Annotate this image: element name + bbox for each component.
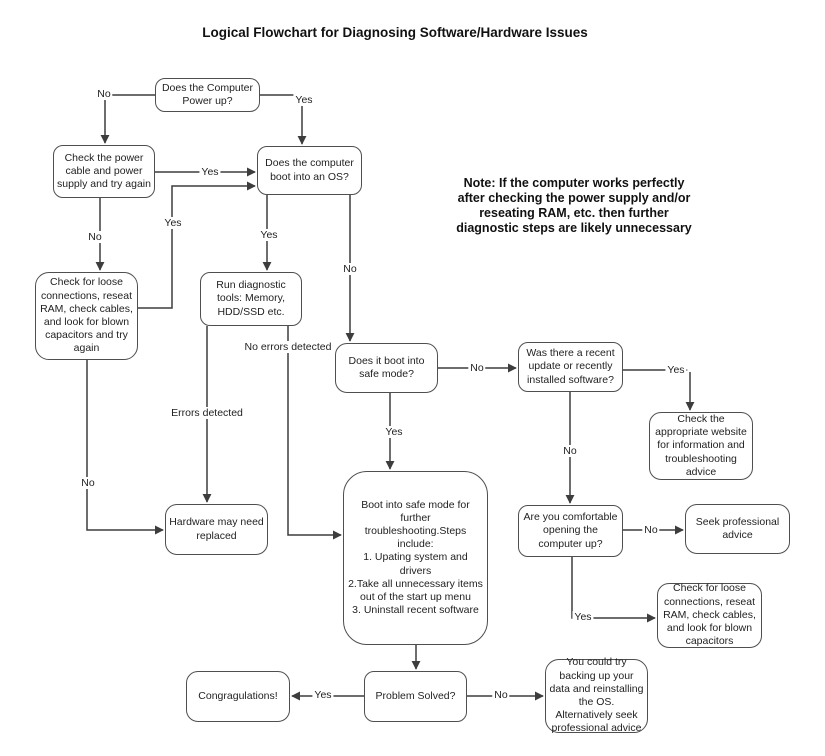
note-line: Note: If the computer works perfectly (463, 176, 685, 190)
edge-checkloose-no (87, 360, 163, 530)
edge-label-errors: Errors detected (171, 407, 243, 419)
note-line: reseating RAM, etc. then further (479, 206, 669, 220)
edge-label-safemode-yes: Yes (385, 426, 403, 438)
edge-label-cable-yes: Yes (201, 166, 219, 178)
node-check-loose-connections: Check for loose connections, reseat RAM, check cables, and look for blown capacitors and try again (35, 272, 138, 360)
edge-label-solved-no: No (494, 689, 508, 701)
edge-comfortable-yes (572, 557, 655, 618)
edge-label-cable-no: No (88, 231, 102, 243)
note-line: diagnostic steps are likely unnecessary (456, 221, 692, 235)
node-backup-reinstall: You could try backing up your data and reinstalling the OS. Alternatively seek professional advice (545, 659, 648, 733)
steps-line: 3. Uninstall recent software (352, 604, 479, 617)
steps-line: 2.Take all unnecessary items (348, 577, 483, 590)
edge-label-solved-yes: Yes (314, 689, 332, 701)
edge-label-os-no: No (343, 263, 357, 275)
edge-label-loose-no: No (81, 477, 95, 489)
steps-line: out of the start up menu (360, 591, 471, 604)
edge-label-power-no: No (97, 88, 111, 100)
edge-label-comfortable-yes: Yes (574, 611, 592, 623)
node-check-power-cable: Check the power cable and power supply and try again (53, 145, 155, 198)
node-check-website: Check the appropriate website for information and troubleshooting advice (649, 412, 753, 480)
edge-powerup-no (105, 95, 155, 143)
node-comfortable-opening: Are you comfortable opening the computer up? (518, 505, 623, 557)
edge-label-update-no: No (563, 445, 577, 457)
node-congratulations: Congragulations! (186, 671, 290, 722)
node-hardware-replaced: Hardware may need replaced (165, 504, 268, 555)
page-title: Logical Flowchart for Diagnosing Software/Hardware Issues (202, 25, 588, 40)
node-power-up: Does the Computer Power up? (155, 78, 260, 112)
edge-no-errors-detected (288, 326, 341, 535)
edge-label-no-errors: No errors detected (244, 341, 332, 353)
edge-label-safemode-no: No (470, 362, 484, 374)
steps-line: 1. Upating system and drivers (363, 551, 468, 577)
steps-line: troubleshooting.Steps include: (364, 524, 467, 551)
node-problem-solved: Problem Solved? (364, 671, 467, 722)
node-boot-into-os: Does the computer boot into an OS? (257, 146, 362, 195)
note-line: after checking the power supply and/or (457, 191, 691, 205)
node-seek-professional: Seek professional advice (685, 504, 790, 554)
edge-label-os-yes: Yes (260, 229, 278, 241)
node-boot-safe-mode: Does it boot into safe mode? (335, 343, 438, 393)
node-safe-mode-steps (343, 471, 488, 645)
edge-label-update-yes: Yes (667, 364, 685, 376)
edge-label-loop-yes: Yes (164, 217, 182, 229)
node-check-loose-capacitors: Check for loose connections, reseat RAM, check cables, and look for blown capacitors (657, 583, 762, 648)
node-run-diagnostics: Run diagnostic tools: Memory, HDD/SSD etc. (200, 272, 302, 326)
edge-label-power-yes: Yes (295, 94, 313, 106)
steps-line: Boot into safe mode for further (361, 498, 470, 524)
node-recent-update: Was there a recent update or recently installed software? (518, 342, 623, 392)
edge-label-comfortable-no: No (644, 524, 658, 536)
